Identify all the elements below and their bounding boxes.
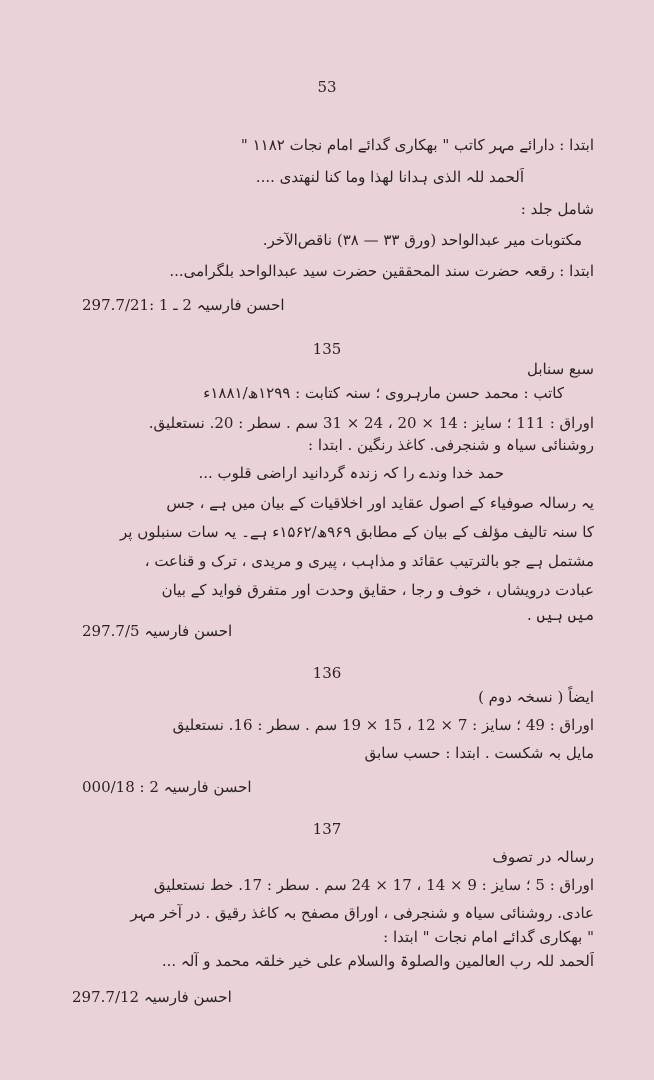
entry-line: " بھکاری گدائے امام نجات " ابتدا :	[383, 928, 594, 946]
entry-line: کاتب : محمد حسن مارہروی ؛ سنہ کتابت : ۱۲۹۹ھ/۱۸۸۱ء	[203, 384, 564, 402]
catalog-number: احسن فارسیہ 2 : 000/18	[82, 778, 252, 796]
catalog-number: احسن فارسیہ 297.7/5	[82, 622, 233, 640]
entry-line: اوراق : 5 ؛ سایز : 9 × 14 ، 17 × 24 سم . سطر : 17. خط نستعلیق	[153, 876, 594, 894]
catalog-number: احسن فارسیہ 297.7/12	[72, 988, 232, 1006]
entry-line: یہ رسالہ صوفیاء کے اصول عقاید اور اخلاقیات کے بیان میں ہے ، جس	[166, 494, 594, 512]
entry-title: رسالہ در تصوف	[492, 848, 594, 866]
entry-line: عادی. روشنائی سیاہ و شنجرفی ، اوراق مصفح بہ کاغذ رقیق . در آخر مہر	[130, 904, 594, 922]
entry-line: اَلحمد للہ رب العالمین والصلوۃ والسلام علی خیر خلقہ محمد و آلہ ...	[161, 952, 594, 970]
entry-number: 136	[312, 664, 342, 682]
entry-line: روشنائی سیاہ و شنجرفی. کاغذ رنگین . ابتدا :	[308, 436, 594, 454]
entry-line: شامل جلد :	[520, 200, 594, 218]
entry-line: میں ہیں .	[526, 606, 594, 624]
entry-line: عبادت درویشاں ، خوف و رجا ، حقایق وحدت اور متفرق فواید کے بیان	[161, 581, 594, 599]
entry-title: ایضاً ( نسخہ دوم )	[478, 688, 594, 706]
entry-line: کا سنہ تالیف مؤلف کے بیان کے مطابق ۹۶۹ھ/۱۵۶۲ء ہے۔ یہ سات سنبلوں پر	[120, 523, 594, 541]
entry-line: اوراق : 49 ؛ سایز : 7 × 12 ، 15 × 19 سم . سطر : 16. نستعلیق	[172, 716, 594, 734]
entry-line: مایل بہ شکست . ابتدا : حسب سابق	[364, 744, 594, 762]
entry-title: سبع سنابل	[526, 360, 594, 378]
entry-number: 135	[312, 340, 342, 358]
catalog-number: احسن فارسیہ 2 ـ 1 :297.7/21	[82, 296, 285, 314]
page-number: 53	[317, 78, 337, 96]
entry-line: ابتدا : دارائے مہر کاتب " بھکاری گدائے امام نجات ۱۱۸۲ "	[240, 136, 594, 154]
entry-line: حمد خدا وندے را کہ زندہ گردانید اراضی قلوب ...	[198, 464, 504, 482]
entry-line: مکتوبات میر عبدالواحد (ورق ۳۳ — ۳۸) ناقص‌الآخر.	[262, 231, 582, 249]
entry-line: ابتدا : رقعہ حضرت سند المحققین حضرت سید عبدالواحد بلگرامی...	[169, 262, 594, 280]
entry-line: اوراق : 111 ؛ سایز : 14 × 20 ، 24 × 31 سم . سطر : 20. نستعلیق.	[148, 414, 594, 432]
entry-line: مشتمل ہے جو بالترتیب عقائد و مذاہب ، پیری و مریدی ، ترک و قناعت ،	[144, 552, 594, 570]
entry-number: 137	[312, 820, 342, 838]
entry-line: اَلحمد للہ الذی ہدانا لھذا وما کنا لنھتدی ....	[255, 168, 524, 186]
